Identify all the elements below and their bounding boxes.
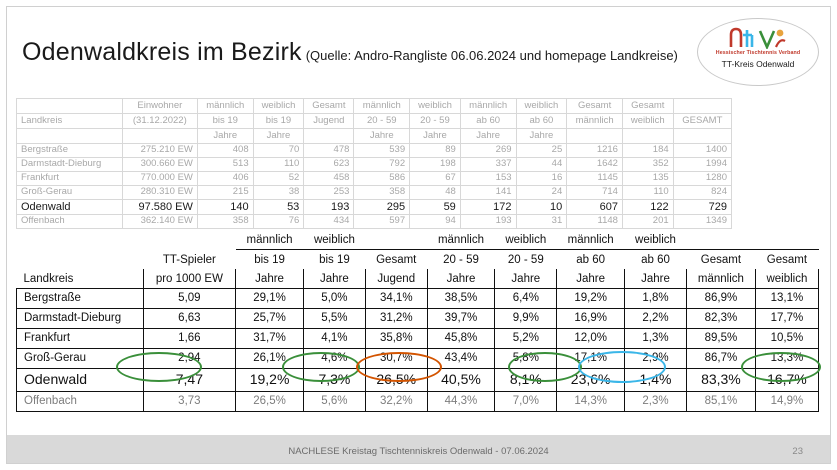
cell-einwohner: 280.310 EW (122, 185, 197, 199)
th-w-2059-3: Jahre (495, 269, 557, 289)
table-row (17, 309, 819, 329)
cell-m-ab60: 17,1% (557, 349, 625, 369)
th-blank-b (122, 129, 197, 144)
cell-w-ab60: 2,2% (625, 309, 687, 329)
cell-gesamt-w: 184 (622, 144, 673, 158)
cell-w-20-59: 198 (410, 157, 461, 171)
cell-gesamt-m: 1216 (567, 144, 623, 158)
table-top-header (17, 99, 732, 144)
th-maennlich-20-59-3: Jahre (354, 129, 410, 144)
cell-einwohner: 97.580 EW (122, 199, 197, 215)
table-row (17, 289, 819, 309)
cell-m-bis19: 215 (197, 185, 253, 199)
cell-einwohner: 275.210 EW (122, 144, 197, 158)
cell-gesamt-w: 13,1% (755, 289, 818, 309)
th-gesamt-m-3: männlich (686, 269, 755, 289)
cell-gesamt-w: 201 (622, 215, 673, 229)
table-row (17, 391, 819, 411)
th-maennlich-20-59-2: 20 - 59 (354, 114, 410, 129)
cell-w-ab60: 10 (516, 199, 567, 215)
th-ttspieler-2: TT-Spieler (162, 253, 216, 266)
th-m-2059-3: Jahre (427, 269, 495, 289)
cell-m-20-59: 597 (354, 215, 410, 229)
th-m-2059-1: männlich (427, 230, 495, 250)
cell-gesamt-jugend: 253 (304, 185, 354, 199)
th-weiblich-20-59-3: Jahre (410, 129, 461, 144)
cell-w-20-59: 8,1% (495, 369, 557, 392)
th-w-2059-1: weiblich (495, 230, 557, 250)
cell-gesamt-w: 17,7% (755, 309, 818, 329)
cell-gesamt-m: 89,5% (686, 329, 755, 349)
cell-m-ab60: 12,0% (557, 329, 625, 349)
table-row (17, 349, 819, 369)
cell-w-ab60: 1,8% (625, 289, 687, 309)
cell-gesamt-m: 83,3% (686, 369, 755, 392)
cell-w-20-59: 48 (410, 185, 461, 199)
cell-gesamt: 729 (673, 199, 731, 215)
table-main-body (17, 289, 819, 412)
cell-gesamt-w: 13,3% (755, 349, 818, 369)
cell-gesamt-m: 86,9% (686, 289, 755, 309)
th-m-bis19-2: bis 19 (254, 253, 285, 266)
table-main-header (17, 230, 819, 289)
cell-w-20-59: 89 (410, 144, 461, 158)
th-maennlich-bis19-1: männlich (197, 99, 253, 114)
page-title (22, 38, 702, 67)
cell-gesamt-jugend: 30,7% (365, 349, 427, 369)
th-gesamt-maennlich-2: männlich (567, 114, 623, 129)
th-landkreis: Landkreis (17, 114, 123, 129)
cell-m-bis19: 408 (197, 144, 253, 158)
cell-m-20-59: 38,5% (427, 289, 495, 309)
cell-landkreis: Odenwald (17, 199, 123, 215)
cell-gesamt-m: 714 (567, 185, 623, 199)
logo (697, 18, 819, 86)
cell-ttspieler-pro-1000: 2,94 (143, 349, 236, 369)
th-weiblich-ab60-3: Jahre (516, 129, 567, 144)
cell-m-ab60: 172 (460, 199, 516, 215)
cell-w-ab60: 44 (516, 157, 567, 171)
th-weiblich-bis19-1: weiblich (253, 99, 304, 114)
th-einwohner-1: Einwohner (122, 99, 197, 114)
th-weiblich-ab60-1: weiblich (516, 99, 567, 114)
cell-landkreis: Offenbach (17, 391, 144, 411)
title-source: (Quelle: Andro-Rangliste 06.06.2024 und homepage Landkreise) (305, 48, 678, 63)
cell-w-ab60: 2,9% (625, 349, 687, 369)
cell-gesamt-m: 85,1% (686, 391, 755, 411)
th-blank-a (17, 129, 123, 144)
cell-gesamt-m: 1642 (567, 157, 623, 171)
table-main-header-row3 (17, 269, 819, 289)
th-blank-c (304, 129, 354, 144)
cell-m-bis19: 358 (197, 215, 253, 229)
table-row (17, 329, 819, 349)
cell-landkreis: Odenwald (17, 369, 144, 392)
table-row-odenwald (17, 199, 732, 215)
cell-w-20-59: 6,4% (495, 289, 557, 309)
cell-landkreis: Frankfurt (17, 171, 123, 185)
cell-landkreis: Offenbach (17, 215, 123, 229)
cell-m-ab60: 14,3% (557, 391, 625, 411)
cell-m-bis19: 25,7% (236, 309, 304, 329)
cell-ttspieler-pro-1000: 3,73 (143, 391, 236, 411)
th-m-bis19-3: Jahre (236, 269, 304, 289)
cell-w-20-59: 94 (410, 215, 461, 229)
cell-m-ab60: 193 (460, 215, 516, 229)
th-gesamt-w-2: Gesamt (766, 253, 808, 266)
cell-gesamt-jugend: 193 (304, 199, 354, 215)
cell-w-20-59: 59 (410, 199, 461, 215)
th-weiblich-ab60-2: ab 60 (516, 114, 567, 129)
cell-m-ab60: 269 (460, 144, 516, 158)
cell-m-bis19: 140 (197, 199, 253, 215)
cell-gesamt: 1994 (673, 157, 731, 171)
cell-gesamt-m: 1145 (567, 171, 623, 185)
th-gesamt-weiblich-1: Gesamt (622, 99, 673, 114)
cell-w-ab60: 2,3% (625, 391, 687, 411)
cell-einwohner: 770.000 EW (122, 171, 197, 185)
cell-m-20-59: 539 (354, 144, 410, 158)
cell-m-bis19: 406 (197, 171, 253, 185)
cell-einwohner: 300.660 EW (122, 157, 197, 171)
th-maennlich-ab60-3: Jahre (460, 129, 516, 144)
th-gesamt-jugend-1: Gesamt (304, 99, 354, 114)
th-blank-e (622, 129, 673, 144)
th-w-bis19-1: weiblich (303, 230, 365, 250)
th-gesamt-w-3: weiblich (755, 269, 818, 289)
cell-gesamt-m: 82,3% (686, 309, 755, 329)
cell-ttspieler-pro-1000: 5,09 (143, 289, 236, 309)
th-gesamt-weiblich-2: weiblich (622, 114, 673, 129)
cell-w-bis19: 38 (253, 185, 304, 199)
table-main-header-row2 (17, 250, 819, 270)
th-blank-main-a (17, 250, 144, 270)
cell-w-20-59: 7,0% (495, 391, 557, 411)
cell-gesamt: 1280 (673, 171, 731, 185)
cell-m-ab60: 23,6% (557, 369, 625, 392)
cell-w-bis19: 110 (253, 157, 304, 171)
th-maennlich-bis19-2: bis 19 (197, 114, 253, 129)
th-maennlich-20-59-1: männlich (354, 99, 410, 114)
cell-m-20-59: 44,3% (427, 391, 495, 411)
th-gesamt-1 (673, 99, 731, 114)
cell-gesamt-w: 10,5% (755, 329, 818, 349)
cell-landkreis: Bergstraße (17, 289, 144, 309)
cell-w-ab60: 24 (516, 185, 567, 199)
cell-w-ab60: 1,4% (625, 369, 687, 392)
table-top-header-row1 (17, 99, 732, 114)
cell-w-bis19: 70 (253, 144, 304, 158)
cell-gesamt: 824 (673, 185, 731, 199)
th-weiblich-bis19-3: Jahre (253, 129, 304, 144)
th-w-ab60-3: Jahre (625, 269, 687, 289)
cell-landkreis: Groß-Gerau (17, 349, 144, 369)
th-w-2059-2: 20 - 59 (507, 253, 544, 266)
cell-landkreis: Groß-Gerau (17, 185, 123, 199)
cell-w-bis19: 5,5% (303, 309, 365, 329)
th-m-bis19-1: männlich (236, 230, 304, 250)
cell-gesamt-jugend: 35,8% (365, 329, 427, 349)
cell-gesamt-jugend: 434 (304, 215, 354, 229)
th-gesamt-jugend-2: Jugend (304, 114, 354, 129)
cell-m-ab60: 141 (460, 185, 516, 199)
th-w-bis19-2: bis 19 (319, 253, 350, 266)
cell-ttspieler-pro-1000: 7,47 (143, 369, 236, 392)
th-gesamt-maennlich-1: Gesamt (567, 99, 623, 114)
table-top-body (17, 144, 732, 229)
th-m-ab60-3: Jahre (557, 269, 625, 289)
th-m-ab60-2: ab 60 (576, 253, 606, 266)
th-landkreis-main: Landkreis (17, 269, 144, 289)
cell-w-bis19: 76 (253, 215, 304, 229)
cell-gesamt: 1349 (673, 215, 731, 229)
th-w-ab60-1: weiblich (625, 230, 687, 250)
table-row-odenwald (17, 369, 819, 392)
th-weiblich-20-59-1: weiblich (410, 99, 461, 114)
cell-landkreis: Darmstadt-Dieburg (17, 309, 144, 329)
cell-gesamt-jugend: 31,2% (365, 309, 427, 329)
cell-gesamt: 1400 (673, 144, 731, 158)
table-absolute-numbers (16, 98, 732, 229)
th-empty-landkreis (17, 99, 123, 114)
cell-m-20-59: 40,5% (427, 369, 495, 392)
cell-m-ab60: 337 (460, 157, 516, 171)
cell-w-20-59: 5,8% (495, 349, 557, 369)
cell-m-bis19: 31,7% (236, 329, 304, 349)
cell-ttspieler-pro-1000: 6,63 (143, 309, 236, 329)
table-row (17, 171, 732, 185)
cell-gesamt-w: 135 (622, 171, 673, 185)
cell-w-20-59: 5,2% (495, 329, 557, 349)
th-w-bis19-3: Jahre (303, 269, 365, 289)
cell-w-bis19: 53 (253, 199, 304, 215)
cell-m-bis19: 29,1% (236, 289, 304, 309)
th-gesamt-m-2: Gesamt (700, 253, 742, 266)
th-maennlich-ab60-1: männlich (460, 99, 516, 114)
cell-m-bis19: 19,2% (236, 369, 304, 392)
table-percentages (16, 230, 819, 412)
logo-kreis-name: TT-Kreis Odenwald (721, 59, 795, 69)
th-empty-landkreis-main (17, 230, 144, 250)
cell-ttspieler-pro-1000: 1,66 (143, 329, 236, 349)
cell-m-bis19: 513 (197, 157, 253, 171)
cell-m-bis19: 26,5% (236, 391, 304, 411)
th-weiblich-20-59-2: 20 - 59 (410, 114, 461, 129)
cell-w-ab60: 1,3% (625, 329, 687, 349)
th-ttspieler-1 (143, 230, 236, 250)
cell-einwohner: 362.140 EW (122, 215, 197, 229)
th-maennlich-ab60-2: ab 60 (460, 114, 516, 129)
cell-gesamt-w: 16,7% (755, 369, 818, 392)
th-gesamt-w-1 (755, 230, 818, 250)
th-einwohner-2: (31.12.2022) (122, 114, 197, 129)
cell-m-ab60: 16,9% (557, 309, 625, 329)
th-gesamt-jugend-1 (365, 230, 427, 250)
cell-w-bis19: 52 (253, 171, 304, 185)
cell-w-bis19: 7,3% (303, 369, 365, 392)
cell-m-20-59: 358 (354, 185, 410, 199)
table-top-header-row2 (17, 114, 732, 129)
cell-w-ab60: 25 (516, 144, 567, 158)
cell-m-20-59: 43,4% (427, 349, 495, 369)
table-row (17, 144, 732, 158)
cell-landkreis: Frankfurt (17, 329, 144, 349)
cell-m-20-59: 39,7% (427, 309, 495, 329)
cell-gesamt-w: 14,9% (755, 391, 818, 411)
cell-w-bis19: 4,1% (303, 329, 365, 349)
footer-text: NACHLESE Kreistag Tischtenniskreis Odenwald - 07.06.2024 (288, 446, 549, 457)
cell-w-bis19: 5,6% (303, 391, 365, 411)
table-top-header-row3 (17, 129, 732, 144)
table-main-header-row1 (17, 230, 819, 250)
cell-m-ab60: 153 (460, 171, 516, 185)
th-ttspieler-3: pro 1000 EW (143, 269, 236, 289)
footer-page-number: 23 (792, 446, 803, 457)
cell-gesamt-jugend: 623 (304, 157, 354, 171)
th-gesamt-jugend-3: Jugend (365, 269, 427, 289)
cell-gesamt-w: 352 (622, 157, 673, 171)
th-m-ab60-1: männlich (557, 230, 625, 250)
table-row (17, 185, 732, 199)
th-maennlich-bis19-3: Jahre (197, 129, 253, 144)
cell-m-20-59: 295 (354, 199, 410, 215)
th-m-2059-2: 20 - 59 (443, 253, 479, 266)
title-main: Odenwaldkreis im Bezirk (22, 38, 302, 66)
cell-gesamt-m: 1148 (567, 215, 623, 229)
cell-gesamt-jugend: 458 (304, 171, 354, 185)
th-blank-d (567, 129, 623, 144)
cell-landkreis: Bergstraße (17, 144, 123, 158)
cell-w-ab60: 31 (516, 215, 567, 229)
cell-w-bis19: 5,0% (303, 289, 365, 309)
cell-gesamt-w: 110 (622, 185, 673, 199)
cell-gesamt-w: 122 (622, 199, 673, 215)
table-row (17, 157, 732, 171)
cell-gesamt-jugend: 478 (304, 144, 354, 158)
cell-w-ab60: 16 (516, 171, 567, 185)
cell-m-ab60: 19,2% (557, 289, 625, 309)
cell-gesamt-jugend: 34,1% (365, 289, 427, 309)
th-gesamt-jugend-2: Gesamt (376, 253, 417, 266)
cell-gesamt-m: 607 (567, 199, 623, 215)
cell-w-20-59: 9,9% (495, 309, 557, 329)
table-row (17, 215, 732, 229)
cell-gesamt-jugend: 32,2% (365, 391, 427, 411)
logo-org-name: Hessischer Tischtennis Verband (715, 50, 801, 56)
th-weiblich-bis19-2: bis 19 (253, 114, 304, 129)
th-gesamt-2: GESAMT (673, 114, 731, 129)
th-blank-f (673, 129, 731, 144)
th-gesamt-m-1 (686, 230, 755, 250)
cell-gesamt-m: 86,7% (686, 349, 755, 369)
cell-landkreis: Darmstadt-Dieburg (17, 157, 123, 171)
cell-w-bis19: 4,6% (303, 349, 365, 369)
cell-m-20-59: 792 (354, 157, 410, 171)
cell-m-bis19: 26,1% (236, 349, 304, 369)
cell-m-20-59: 45,8% (427, 329, 495, 349)
cell-gesamt-jugend: 26,5% (365, 369, 427, 392)
cell-m-20-59: 586 (354, 171, 410, 185)
htv-logo-icon (698, 27, 818, 49)
cell-w-20-59: 67 (410, 171, 461, 185)
th-w-ab60-2: ab 60 (641, 253, 670, 266)
